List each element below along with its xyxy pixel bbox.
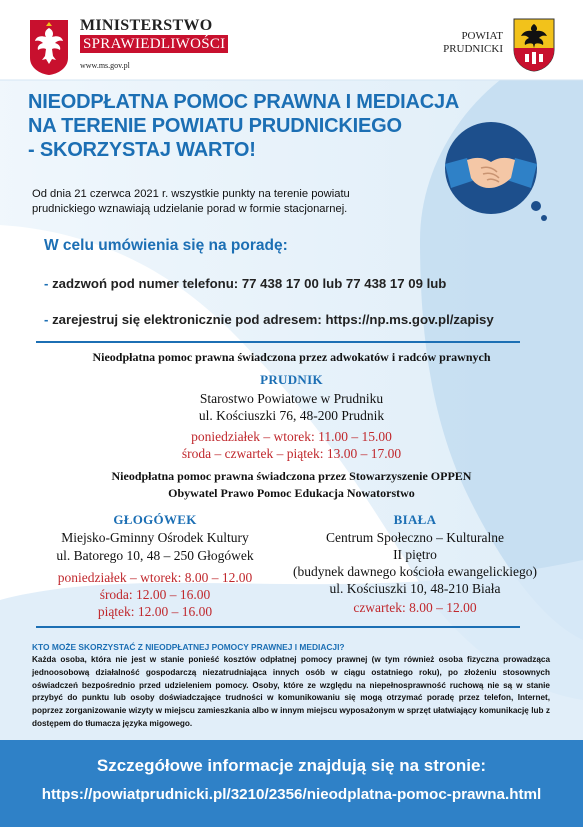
footer-info-text: Szczegółowe informacje znajdują się na stronie: — [96, 756, 487, 775]
section2-heading2: Obywatel Prawo Pomoc Edukacja Nowatorstwo — [168, 486, 415, 500]
prudnik-hours2: środa – czwartek – piątek: 13.00 – 17.00 — [181, 446, 402, 461]
intro-line2: prudnickiego wznawiają udzielanie porad w formie stacjonarnej. — [32, 203, 348, 215]
page-title — [28, 90, 468, 162]
online-dash: - — [44, 312, 49, 327]
prudnik-address2: ul. Kościuszki 76, 48-200 Prudnik — [198, 408, 385, 423]
section1-heading: Nieodpłatna pomoc prawna świadczona przez adwokatów i radców prawnych — [92, 350, 491, 364]
prudnik-hours1: poniedziałek – wtorek: 11.00 – 15.00 — [191, 429, 392, 444]
county-wordmark — [443, 30, 503, 56]
ministry-url: www.ms.gov.pl — [80, 61, 130, 70]
location-biala: BIAŁA — [393, 512, 437, 527]
divider-top — [36, 341, 520, 343]
biala-address3: (budynek dawnego kościoła ewangelickiego) — [292, 564, 538, 579]
online-contact-line — [44, 312, 494, 327]
title-line2: NA TERENIE POWIATU PRUDNICKIEGO — [28, 115, 402, 137]
location-glogowek: GŁOGÓWEK — [113, 512, 197, 527]
phone-text: zadzwoń pod numer telefonu: 77 438 17 00 lub 77 438 17 09 lub — [48, 276, 447, 291]
divider-bottom — [36, 626, 520, 628]
polish-eagle-emblem — [28, 18, 70, 76]
eligibility-body: Każda osoba, która nie jest w stanie ponieść kosztów odpłatnej pomocy prawnej (w tym również osoba fizyczna prowadząca jednoosobową działalność gospodarczą niezatrudniająca innych osób w ciągu ostatniego roku), po złożeniu stosownych oświadczeń bezpośrednio przed udzieleniem pomocy. Osoby, które ze względu na niepełnosprawność ruchową nie są w stanie przybyć do punktu lub osoby doświadczające trudności w komunikowaniu się mogą otrzymać poradę przez telefon, Internet, poprzez zorganizowanie wizyty w miejscu zamieszkania albo w innym miejscu wyposażonym w sprzęt ułatwiający komunikację lub z dostępem do tłumacza języka migowego. — [32, 655, 550, 728]
biala-address2: II piętro — [393, 547, 437, 562]
county-crest-icon — [513, 18, 555, 72]
prudnik-address1: Starostwo Powiatowe w Prudniku — [199, 391, 384, 406]
intro-line1: Od dnia 21 czerwca 2021 r. wszystkie punkty na terenie powiatu — [32, 188, 350, 200]
glogowek-hours1: poniedziałek – wtorek: 8.00 – 12.00 — [57, 570, 253, 585]
handshake-icon — [441, 118, 549, 226]
ministry-wordmark — [80, 17, 228, 71]
appointment-heading: W celu umówienia się na poradę: — [44, 237, 288, 254]
glogowek-address1: Miejsko-Gminny Ośrodek Kultury — [61, 530, 249, 545]
eligibility-title: KTO MOŻE SKORZYSTAĆ Z NIEODPŁATNEJ POMOCY PRAWNEJ I MEDIACJI? — [32, 642, 345, 652]
biala-address4: ul. Kościuszki 10, 48-210 Biała — [329, 581, 501, 596]
section2-heading1: Nieodpłatna pomoc prawna świadczona przez Stowarzyszenie OPPEN — [111, 469, 472, 483]
ministry-name-line1: MINISTERSTWO — [80, 17, 213, 34]
glogowek-address2: ul. Batorego 10, 48 – 250 Głogówek — [56, 548, 254, 563]
location-prudnik: PRUDNIK — [260, 372, 323, 387]
footer-banner — [0, 740, 583, 827]
phone-dash: - — [44, 276, 49, 291]
biala-address1: Centrum Społeczno – Kulturalne — [325, 530, 505, 545]
intro-text — [32, 187, 432, 217]
biala-hours1: czwartek: 8.00 – 12.00 — [353, 600, 477, 615]
county-name-line1: POWIAT — [461, 30, 503, 42]
footer-url-link[interactable]: https://powiatprudnicki.pl/3210/2356/nieodplatna-pomoc-prawna.html — [41, 786, 542, 803]
online-text: zarejestruj się elektronicznie pod adresem: https://np.ms.gov.pl/zapisy — [48, 312, 494, 327]
phone-contact-line — [44, 276, 446, 291]
county-name-line2: PRUDNICKI — [443, 43, 503, 55]
title-line3: - SKORZYSTAJ WARTO! — [28, 139, 256, 161]
glogowek-hours2: środa: 12.00 – 16.00 — [99, 587, 211, 602]
title-line1: NIEODPŁATNA POMOC PRAWNA I MEDIACJA — [28, 91, 460, 113]
ministry-name-line2: SPRAWIEDLIWOŚCI — [80, 35, 228, 53]
glogowek-hours3: piątek: 12.00 – 16.00 — [97, 604, 213, 619]
